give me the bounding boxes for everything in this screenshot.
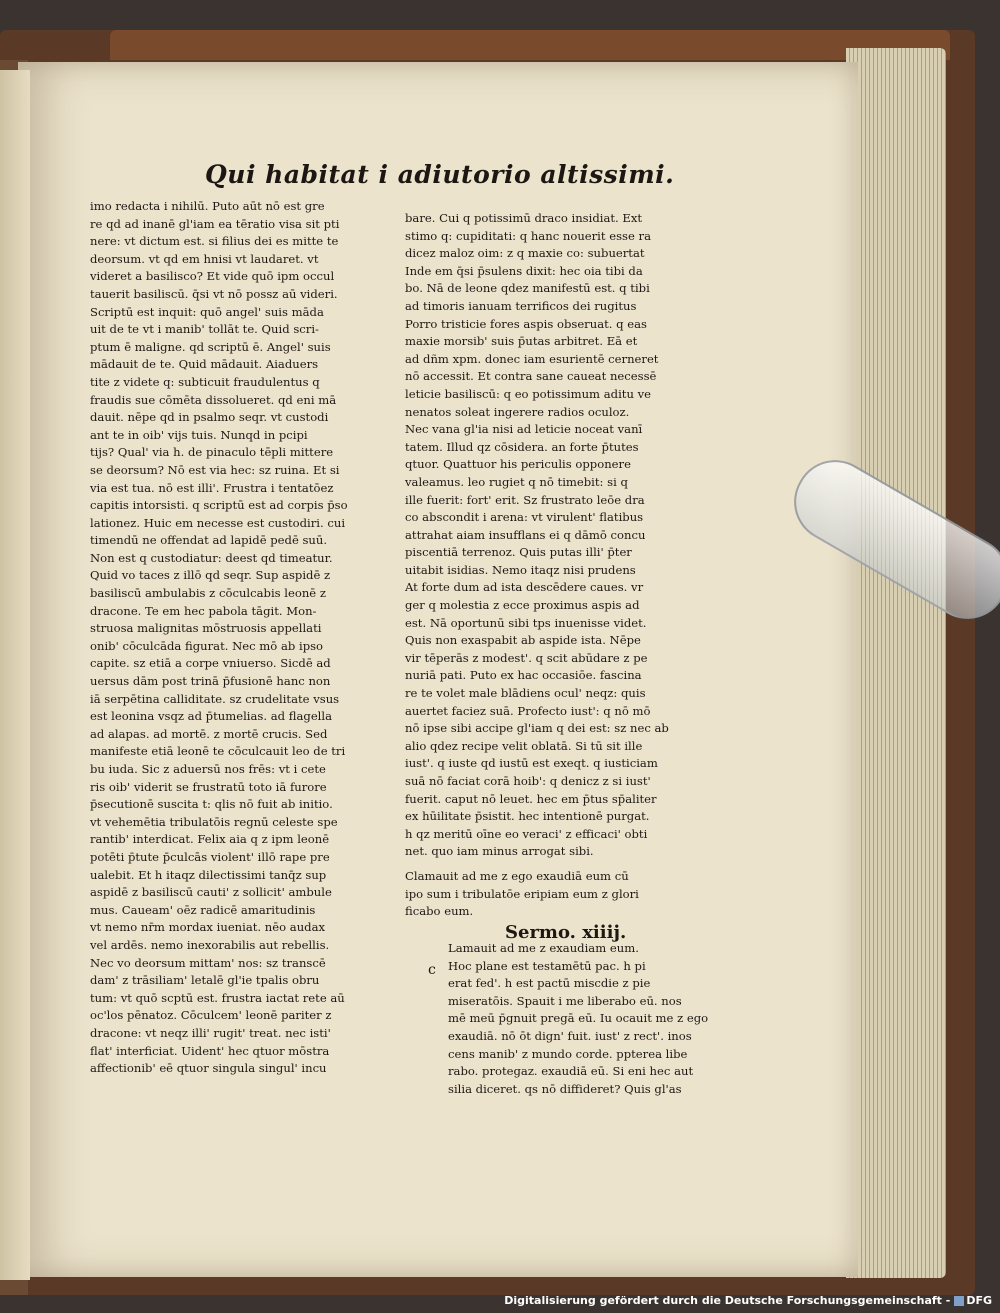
text-line: Porro tristicie fores aspis obseruat. q eas [405,316,647,331]
text-line: attrahat aiam insufflans ei q dāmō concu [405,527,646,542]
text-line: mādauit de te. Quid mādauit. Aiaduers [90,357,319,372]
text-line: stimo q: cupiditati: q hanc nouerit esse ra [405,228,651,243]
text-line: nere: vt dictum est. si filius dei es mitte te [90,234,339,249]
text-line: Non est q custodiatur: deest qd timeatur. [90,550,333,565]
text-line: manifeste etiā leonē te cōculcauit leo de tri [90,744,346,759]
sermon-line: Hoc plane est testamētū pac. h pi [448,958,646,973]
text-line: struosa malignitas mōstruosis appellati [90,621,322,636]
text-line: fuerit. caput nō leuet. hec em p̄tus sp̄aliter [405,791,657,806]
text-line: Nec vana gl'ia nisi ad leticie noceat vanī [405,422,643,437]
sermon-text [448,940,753,1098]
cover-top-edge [110,30,950,60]
text-line: capite. sz etiā a corpe vniuerso. Sicdē ad [90,656,331,671]
text-line: bo. Nā de leone qdez manifestū est. q tibi [405,281,650,296]
text-line: nō ipse sibi accipe gl'iam q dei est: sz nec ab [405,721,669,736]
left-text-column [90,198,390,1078]
text-line: Nec vo deorsum mittam' nos: sz transcē [90,955,326,970]
footer-text: Digitalisierung gefördert durch die Deutsche Forschungsgemeinschaft - [504,1294,951,1307]
text-line: Scriptū est inquit: quō angel' suis māda [90,304,324,319]
text-line: ualebit. Et h itaqz dilectissimi tanq̄z sup [90,867,327,882]
text-line: dracone: vt neqz illi' rugit' treat. nec isti' [90,1025,331,1040]
digitization-credit [504,1294,992,1307]
text-line: affectionib' eē qtuor singula singul' incu [90,1061,327,1076]
text-line: Quis non exaspabit ab aspide ista. Nēpe [405,633,641,648]
text-line: Inde em q̄si p̄sulens dixit: hec oia tibi da [405,263,643,278]
sermon-heading: Sermo. xiiij. [505,922,627,943]
text-line: alio qdez recipe velit oblatā. Si tū sit ille [405,738,643,753]
text-line: imo redacta i nihilū. Puto aūt nō est gre [90,199,325,213]
sermon-initial: c [428,962,436,978]
text-line: se deorsum? Nō est via hec: sz ruina. Et si [90,462,340,477]
text-line: uit de te vt i manib' tollāt te. Quid scri- [90,322,319,337]
text-line: nuriā pati. Puto ex hac occasiōe. fascina [405,668,642,683]
text-line: maxie morsib' suis p̄utas arbitret. Eā et [405,334,638,349]
dfg-logo-icon: DFG [954,1294,992,1307]
sermon-line: rabo. protegaz. exaudiā eū. Si eni hec aut [448,1064,694,1079]
sermon-line: silia diceret. qs nō diffideret? Quis gl'as [448,1081,682,1096]
text-line: leticie basiliscū: q eo potissimum aditu ve [405,386,652,401]
text-line: ille fuerit: fort' erit. Sz frustrato leōe dra [405,492,645,507]
text-line: ad dñm xpm. donec iam esurientē cerneret [405,351,659,366]
text-line: iā serpētina calliditate. sz crudelitate vsus [90,691,340,706]
text-line: tite z videte q: subticuit fraudulentus q [90,374,320,389]
text-line: lationez. Huic em necesse est custodiri. cui [90,515,346,530]
text-line: basiliscū ambulabis z cōculcabis leonē z [90,586,326,601]
text-line: via est tua. nō est illi'. Frustra i tentatōez [90,480,334,495]
text-line: bare. Cui q potissimū draco insidiat. Ext [405,211,643,225]
text-line: onib' cōculcāda figurat. Nec mō ab ipso [90,638,324,653]
text-line: aspidē z basiliscū cauti' z sollicit' ambule [90,885,332,900]
text-line: dam' z trāsiliam' letalē gl'ie tpalis obru [90,973,320,988]
text-line: suā nō faciat corā hoib': q denicz z si iust' [405,774,651,788]
text-line: ris oib' viderit se frustratū toto iā furore [90,779,327,794]
text-line: bu iuda. Sic z aduersū nos frēs: vt i cete [90,762,326,776]
text-line: vir tēperās z modest'. q scit abūdare z pe [405,650,648,665]
sermon-line: mē meū p̄gnuit pregā eū. Iu ocauit me z ego [448,1011,709,1026]
text-line: potēti p̄tute p̄culcās violent' illō rape pre [90,849,330,864]
text-line: re qd ad inanē gl'iam ea tēratio visa sit pti [90,216,340,231]
sermon-line: Lamauit ad me z exaudiam eum. [448,941,639,955]
text-line: dauit. nēpe qd in psalmo seqr. vt custodi [90,410,329,425]
text-line: vt vehemētia tribulatōis regnū celeste spe [90,814,338,829]
text-line: ptum ē maligne. qd scriptū ē. Angel' suis [90,339,331,354]
sermon-line: cens manib' z mundo corde. ppterea libe [448,1046,688,1061]
text-line: videret a basilisco? Et vide quō ipm occul [90,269,335,284]
right-text-column [405,210,710,861]
sermon-line: exaudiā. nō ōt dign' fuit. iust' z rect'. inos [448,1028,692,1043]
verse-line: Clamauit ad me z ego exaudiā eum cū [405,869,629,883]
text-line: nō accessit. Et contra sane caueat necessē [405,369,657,384]
text-line: rantib' interdicat. Felix aia q z ipm leonē [90,832,330,847]
psalm-verse [405,868,710,921]
text-line: tum: vt quō scptū est. frustra iactat rete aū [90,990,345,1005]
text-line: tatem. Illud qz cōsidera. an forte p̄tutes [405,439,639,454]
text-line: re te volet male blādiens ocul' neqz: quis [405,686,646,701]
running-head: Qui habitat i adiutorio altissimi. [205,160,675,189]
text-line: ant te in oib' vijs tuis. Nunqd in pcipi [90,427,308,442]
text-line: uitabit isidias. Nemo itaqz nisi prudens [405,562,636,577]
facing-page-edge [0,70,30,1280]
text-line: deorsum. vt qd em hnisi vt laudaret. vt [90,251,319,266]
text-line: p̄secutionē suscita t: qlis nō fuit ab initio. [90,797,333,812]
page-edges [846,48,946,1278]
text-line: h qz meritū oīne eo veraci' z efficaci' obti [405,826,648,841]
text-line: est leonina vsqz ad p̄tumelias. ad flagella [90,709,333,724]
text-line: capitis intorsisti. q scriptū est ad corpis p̄so [90,498,348,513]
text-line: ex hūilitate p̄sistit. hec intentionē purgat. [405,809,650,824]
text-line: piscentiā terrenoz. Quis putas illi' p̄ter [405,545,632,560]
text-line: ger q molestia z ecce proximus aspis ad [405,598,640,613]
text-line: tijs? Qual' via h. de pinaculo tēpli mittere [90,445,334,460]
text-line: mus. Caueam' oēz radicē amaritudinis [90,902,316,917]
text-line: flat' interficiat. Uident' hec qtuor mōstra [90,1043,330,1058]
text-line: At forte dum ad ista descēdere caues. vr [405,580,644,595]
text-line: tauerit basiliscū. q̄si vt nō possz aū videri. [90,286,338,301]
text-line: ad alapas. ad mortē. z mortē crucis. Sed [90,726,328,741]
text-line: oc'los pēnatoz. Cōculcem' leonē pariter z [90,1008,332,1023]
verse-line: ipo sum i tribulatōe eripiam eum z glori [405,886,639,901]
text-line: qtuor. Quattuor his periculis opponere [405,457,631,472]
text-line: est. Nā oportunū sibi tps inuenisse videt. [405,615,647,630]
text-line: auertet faciez suā. Profecto iust': q nō mō [405,703,651,718]
text-line: timendū ne offendat ad lapidē pedē suū. [90,533,328,548]
text-line: vt nemo nr̄m mordax iueniat. nēo audax [90,920,326,935]
text-line: uersus dām post trinā p̄fusionē hanc non [90,674,331,689]
text-line: Quid vo taces z illō qd seqr. Sup aspidē z [90,568,331,583]
text-line: fraudis sue cōmēta dissolueret. qd eni mā [90,392,337,407]
text-line: dicez maloz oim: z q maxie co: subuertat [405,246,645,261]
sermon-line: erat fed'. h est pactū miscdie z pie [448,976,651,991]
text-line: valeamus. leo rugiet q nō timebit: si q [405,474,628,489]
text-line: co abscondit i arena: vt virulent' flatibus [405,510,644,525]
text-line: nenatos soleat ingerere radios oculoz. [405,404,630,419]
text-line: vel ardēs. nemo inexorabilis aut rebellis. [90,937,330,952]
text-line: dracone. Te em hec pabola tāgit. Mon- [90,603,317,618]
text-line: net. quo iam minus arrogat sibi. [405,844,594,859]
text-line: iust'. q iuste qd iustū est exeqt. q iusticiam [405,756,658,771]
verse-line: ficabo eum. [405,904,474,919]
text-line: ad timoris ianuam terrificos dei rugitus [405,298,637,313]
sermon-line: miseratōis. Spauit i me liberabo eū. nos [448,993,682,1008]
